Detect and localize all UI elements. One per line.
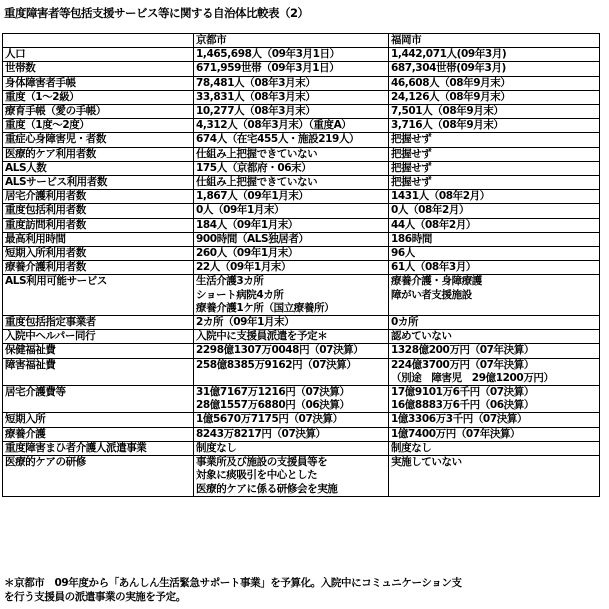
cell-line: 674人（在宅455人・施設219人） bbox=[196, 133, 360, 146]
row-label-cell: 最高利用時間 bbox=[3, 232, 194, 246]
fukuoka-value-cell bbox=[389, 232, 600, 246]
table-row bbox=[3, 275, 600, 316]
fukuoka-value-cell bbox=[389, 275, 600, 316]
table-row bbox=[3, 119, 600, 133]
kyoto-value-cell bbox=[194, 275, 389, 316]
kyoto-value-cell bbox=[194, 119, 389, 133]
cell-line: 7,501人（08年9月末） bbox=[391, 105, 504, 118]
cell-line: 把握せず bbox=[391, 161, 432, 174]
row-label-cell: 医療的ケア利用者数 bbox=[3, 147, 194, 161]
cell-line: 24,126人（08年9月末） bbox=[391, 90, 511, 103]
fukuoka-value-cell bbox=[389, 147, 600, 161]
fukuoka-value-cell bbox=[389, 441, 600, 455]
row-label-cell: 人口 bbox=[3, 48, 194, 62]
table-row bbox=[3, 386, 600, 413]
table-row bbox=[3, 456, 600, 497]
cell-line: 22人（09年1月末） bbox=[196, 261, 292, 274]
table-row bbox=[3, 413, 600, 427]
fukuoka-value-cell bbox=[389, 358, 600, 385]
kyoto-value-cell bbox=[194, 62, 389, 76]
kyoto-value-cell bbox=[194, 386, 389, 413]
cell-line: 医療的ケアに係る研修会を実施 bbox=[196, 482, 338, 495]
comparison-table-body bbox=[3, 34, 600, 497]
table-row bbox=[3, 316, 600, 330]
cell-line: 入院中に支援員派遣を予定＊ bbox=[196, 330, 328, 343]
row-label-cell: 重度（1度～2度） bbox=[3, 119, 194, 133]
fukuoka-value-cell bbox=[389, 386, 600, 413]
cell-line: 31億7167万1216円（07決算） bbox=[196, 386, 350, 399]
table-row bbox=[3, 105, 600, 119]
cell-line: ショート病院4カ所 bbox=[196, 288, 284, 301]
fukuoka-value-cell bbox=[389, 218, 600, 232]
kyoto-value-cell bbox=[194, 358, 389, 385]
row-label-cell: 重度障害まひ者介護人派遣事業 bbox=[3, 441, 194, 455]
kyoto-value-cell bbox=[194, 441, 389, 455]
fukuoka-value-cell bbox=[389, 330, 600, 344]
cell-line: 61人（08年3月） bbox=[391, 261, 477, 274]
cell-line: 96人 bbox=[391, 247, 415, 260]
cell-line: 0カ所 bbox=[391, 316, 419, 329]
cell-line: 3,716人（08年9月末） bbox=[391, 119, 504, 132]
fukuoka-value-cell bbox=[389, 119, 600, 133]
fukuoka-value-cell bbox=[389, 48, 600, 62]
row-label-cell: 短期入所利用者数 bbox=[3, 247, 194, 261]
footnote bbox=[4, 576, 462, 604]
row-label-cell: 障害福祉費 bbox=[3, 358, 194, 385]
cell-line: 把握せず bbox=[391, 176, 432, 189]
fukuoka-value-cell bbox=[389, 427, 600, 441]
kyoto-value-cell bbox=[194, 344, 389, 358]
cell-line: 33,831人（08年3月末） bbox=[196, 90, 316, 103]
kyoto-value-cell bbox=[194, 330, 389, 344]
cell-line: 186時間 bbox=[391, 232, 432, 245]
cell-line: 事業所及び施設の支援員等を bbox=[196, 456, 328, 469]
row-label-cell: 保健福祉費 bbox=[3, 344, 194, 358]
cell-line: 1億5670万7175円（07決算） bbox=[196, 413, 343, 426]
row-label-cell: 重度包括利用者数 bbox=[3, 204, 194, 218]
cell-line: 療養介護・身障療護 bbox=[391, 275, 482, 288]
fukuoka-value-cell bbox=[389, 105, 600, 119]
cell-line: 把握せず bbox=[391, 133, 432, 146]
kyoto-value-cell bbox=[194, 316, 389, 330]
kyoto-value-cell bbox=[194, 90, 389, 104]
kyoto-value-cell bbox=[194, 232, 389, 246]
cell-line: 4,312人（08年3月末）（重度A） bbox=[196, 119, 352, 132]
cell-line: 1,465,698人（09年3月1日） bbox=[196, 48, 340, 61]
cell-line: 障がい者支援施設 bbox=[391, 288, 472, 301]
cell-line: 260人（09年1月末） bbox=[196, 247, 299, 260]
table-row bbox=[3, 62, 600, 76]
table-row bbox=[3, 190, 600, 204]
kyoto-value-cell bbox=[194, 427, 389, 441]
cell-line: 44人（08年2月） bbox=[391, 218, 477, 231]
fukuoka-value-cell bbox=[389, 90, 600, 104]
row-label-cell: ALSサービス利用者数 bbox=[3, 176, 194, 190]
row-label-cell: 居宅介護利用者数 bbox=[3, 190, 194, 204]
kyoto-value-cell bbox=[194, 147, 389, 161]
kyoto-value-cell bbox=[194, 413, 389, 427]
table-row bbox=[3, 247, 600, 261]
cell-line: 0人（08年2月） bbox=[391, 204, 470, 217]
fukuoka-value-cell bbox=[389, 62, 600, 76]
kyoto-value-cell bbox=[194, 204, 389, 218]
cell-line: 687,304世帯(09年3月) bbox=[391, 62, 506, 75]
fukuoka-value-cell bbox=[389, 204, 600, 218]
fukuoka-value-cell bbox=[389, 316, 600, 330]
kyoto-value-cell bbox=[194, 105, 389, 119]
row-label-cell: 療育手帳（愛の手帳） bbox=[3, 105, 194, 119]
row-label-cell: ALS利用可能サービス bbox=[3, 275, 194, 316]
cell-line: 8243万8217円（07決算） bbox=[196, 427, 326, 440]
table-row bbox=[3, 161, 600, 175]
cell-line: 184人（09年1月末） bbox=[196, 218, 299, 231]
cell-line: （別途 障害児 29億1200万円） bbox=[391, 371, 554, 384]
fukuoka-value-cell bbox=[389, 413, 600, 427]
row-label-cell: 療養介護 bbox=[3, 427, 194, 441]
cell-line: 仕組み上把握できていない bbox=[196, 176, 318, 189]
row-label-cell: 身体障害者手帳 bbox=[3, 76, 194, 90]
cell-line: 1,867人（09年1月末） bbox=[196, 190, 309, 203]
row-label-cell: 重度訪問利用者数 bbox=[3, 218, 194, 232]
table-row bbox=[3, 218, 600, 232]
cell-line: 生活介護3カ所 bbox=[196, 275, 264, 288]
comparison-table bbox=[2, 33, 600, 497]
row-label-cell: 入院中ヘルパー同行 bbox=[3, 330, 194, 344]
cell-line: 1328億200万円（07年決算） bbox=[391, 344, 534, 357]
kyoto-value-cell bbox=[194, 48, 389, 62]
kyoto-value-cell bbox=[194, 247, 389, 261]
cell-line: 258億8385万9162円（07決算） bbox=[196, 358, 357, 371]
row-label-cell: 世帯数 bbox=[3, 62, 194, 76]
row-label-cell: 重度（1～2級） bbox=[3, 90, 194, 104]
table-row bbox=[3, 261, 600, 275]
header-row bbox=[3, 34, 600, 48]
row-label-cell: 療養介護利用者数 bbox=[3, 261, 194, 275]
cell-line: 900時間（ALS独居者） bbox=[196, 232, 309, 245]
cell-line: 1431人（08年2月） bbox=[391, 190, 490, 203]
cell-line: 対象に痰吸引を中心とした bbox=[196, 469, 318, 482]
row-label-cell: 居宅介護費等 bbox=[3, 386, 194, 413]
footnote-line: ＊京都市 09年度から「あんしん生活緊急サポート事業」を予算化。入院中にコミュニケーション支 bbox=[4, 577, 462, 589]
row-label-cell: 医療的ケアの研修 bbox=[3, 456, 194, 497]
cell-line: 実施していない bbox=[391, 456, 462, 469]
cell-line: 療養介護1ケ所（国立療養所） bbox=[196, 301, 335, 314]
cell-line: 671,959世帯（09年3月1日） bbox=[196, 62, 340, 75]
cell-line: 175人（京都府・06末） bbox=[196, 161, 312, 174]
cell-line: 2カ所（09年1月末） bbox=[196, 316, 295, 329]
fukuoka-value-cell bbox=[389, 76, 600, 90]
table-row bbox=[3, 90, 600, 104]
cell-line: 把握せず bbox=[391, 147, 432, 160]
cell-line: 10,277人（08年3月末） bbox=[196, 105, 316, 118]
fukuoka-value-cell bbox=[389, 344, 600, 358]
footnote-line: を行う支援員の派遣事業の実施を予定。 bbox=[4, 591, 186, 603]
cell-line: 制度なし bbox=[391, 441, 432, 454]
cell-line: 制度なし bbox=[196, 441, 237, 454]
fukuoka-value-cell bbox=[389, 161, 600, 175]
table-row bbox=[3, 176, 600, 190]
cell-line: 1億7400万円（07年決算） bbox=[391, 427, 521, 440]
cell-line: 224億3700万円（07年決算） bbox=[391, 358, 534, 371]
table-row bbox=[3, 441, 600, 455]
table-row bbox=[3, 344, 600, 358]
cell-line: 認めていない bbox=[391, 330, 452, 343]
fukuoka-value-cell bbox=[389, 456, 600, 497]
cell-line: 17億9101万6千円（07決算） bbox=[391, 386, 534, 399]
kyoto-value-cell bbox=[194, 76, 389, 90]
kyoto-value-cell bbox=[194, 161, 389, 175]
row-label-cell: ALS人数 bbox=[3, 161, 194, 175]
cell-line: 16億8883万6千円（06決算） bbox=[391, 399, 534, 412]
table-row bbox=[3, 133, 600, 147]
header-kyoto-cell: 京都市 bbox=[194, 34, 389, 48]
table-row bbox=[3, 232, 600, 246]
cell-line: 仕組み上把握できていない bbox=[196, 147, 318, 160]
fukuoka-value-cell bbox=[389, 247, 600, 261]
fukuoka-value-cell bbox=[389, 261, 600, 275]
page-title: 重度障害者等包括支援サービス等に関する自治体比較表（2） bbox=[4, 6, 309, 20]
table-row bbox=[3, 427, 600, 441]
cell-line: 46,608人（08年9月末） bbox=[391, 76, 511, 89]
kyoto-value-cell bbox=[194, 190, 389, 204]
kyoto-value-cell bbox=[194, 456, 389, 497]
row-label-cell: 短期入所 bbox=[3, 413, 194, 427]
kyoto-value-cell bbox=[194, 261, 389, 275]
table-row bbox=[3, 204, 600, 218]
header-fukuoka-cell: 福岡市 bbox=[389, 34, 600, 48]
fukuoka-value-cell bbox=[389, 176, 600, 190]
kyoto-value-cell bbox=[194, 218, 389, 232]
kyoto-value-cell bbox=[194, 176, 389, 190]
fukuoka-value-cell bbox=[389, 190, 600, 204]
table-row bbox=[3, 76, 600, 90]
table-row bbox=[3, 48, 600, 62]
cell-line: 1億3306万3千円（07決算） bbox=[391, 413, 528, 426]
table-row bbox=[3, 330, 600, 344]
kyoto-value-cell bbox=[194, 133, 389, 147]
cell-line: 2298億1307万0048円（07決算） bbox=[196, 344, 364, 357]
cell-line: 78,481人（08年3月末） bbox=[196, 76, 316, 89]
row-label-cell: 重症心身障害児・者数 bbox=[3, 133, 194, 147]
cell-line: 1,442,071人(09年3月) bbox=[391, 48, 507, 61]
table-row bbox=[3, 147, 600, 161]
row-label-cell: 重度包括指定事業者 bbox=[3, 316, 194, 330]
cell-line: 28億1557万6880円（06決算） bbox=[196, 399, 350, 412]
cell-line: 0人（09年1月末） bbox=[196, 204, 285, 217]
header-item-cell bbox=[3, 34, 194, 48]
table-row bbox=[3, 358, 600, 385]
fukuoka-value-cell bbox=[389, 133, 600, 147]
